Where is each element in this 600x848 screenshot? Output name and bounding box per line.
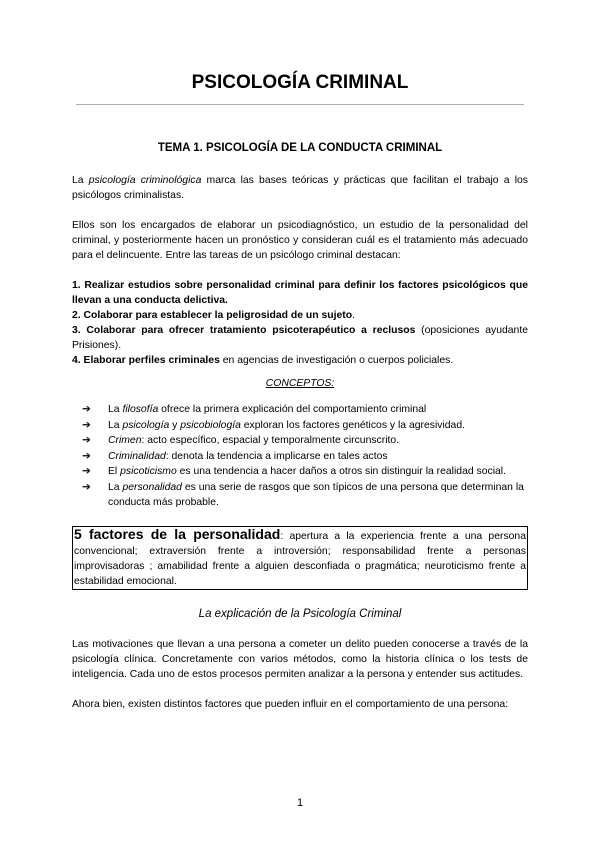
explicacion-title: La explicación de la Psicología Criminal [198,607,402,620]
concept-item-psicoticismo: ➔ El psicoticismo es una tendencia a hacer daños a otros sin distinguir la realidad social. [82,466,506,477]
conceptos-heading: CONCEPTOS: [265,378,335,389]
concept-item-filosofia: ➔ La filosofía ofrece la primera explicación del comportamiento criminal [82,404,427,415]
intro-paragraph-1: La psicología criminológica marca las bases teóricas y prácticas que facilitan el trabajo a los psicólogos criminalistas. [72,175,529,201]
arrow-right-icon: ➔ [82,404,91,415]
task-4: 4. Elaborar perfiles criminales en agencias de investigación o cuerpos policiales. [72,355,454,366]
arrow-right-icon: ➔ [82,419,91,431]
title-divider [76,104,524,105]
concept-item-personalidad: ➔ La personalidad es una serie de rasgos que son típicos de una persona que determinan la conducta más probable. [82,481,524,508]
intro-paragraph-2: Ellos son los encargados de elaborar un psicodiagnóstico, un estudio de la personalidad del criminal, y posteriormente hacen un pronóstico y consideran cuál es el tratamiento más adecuado para el delincuente. Entre las tareas de un psicólogo criminal destacan: [72,220,528,261]
section-title: TEMA 1. PSICOLOGÍA DE LA CONDUCTA CRIMINAL [157,142,443,154]
document-title: PSICOLOGÍA CRIMINAL [191,72,409,93]
concepts-list [72,402,528,510]
factors-text: : apertura a la experiencia frente a una persona convencional; extraversión frente a introversión; responsabilidad frente a personas improvisadoras ; amabilidad frente a alguien desconfiada o pragmática; neuroticismo frente a estabilidad emocional. [74,530,526,587]
task-2: 2. Colaborar para establecer la peligrosidad de un sujeto. [72,310,355,321]
arrow-right-icon: ➔ [82,435,91,446]
term-psicologia-criminologica: psicología criminológica [88,175,202,186]
task-1: 1. Realizar estudios sobre personalidad criminal para definir los factores psicológicos que llevan a una conducta delictiva. [72,280,528,306]
explicacion-paragraph-1: Las motivaciones que llevan a una persona a cometer un delito pueden conocerse a través de la psicología clínica. Concretamente con varios métodos, como la historia clínica o los tests de inteligencia. Cada uno de estos procesos permiten analizar a la persona y entender sus actitudes. [72,638,528,680]
concept-item-criminalidad: ➔ Criminalidad: denota la tendencia a implicarse en tales actos [82,450,388,462]
personality-factors-box [72,526,528,590]
arrow-right-icon: ➔ [82,450,91,462]
factors-lead: 5 factores de la personalidad [74,525,281,542]
task-3: 3. Colaborar para ofrecer tratamiento psicoterapéutico a reclusos (oposiciones ayudante Prisiones). [72,325,528,351]
arrow-right-icon: ➔ [82,466,91,477]
page-number: 1 [296,797,304,809]
arrow-right-icon: ➔ [82,481,91,493]
document-body [72,141,528,712]
tasks-list [72,278,528,368]
explicacion-paragraph-2: Ahora bien, existen distintos factores que pueden influir en el comportamiento de una persona: [72,698,509,710]
concept-item-crimen: ➔ Crimen: acto específico, espacial y temporalmente circunscrito. [82,435,400,446]
concept-item-psicologia: ➔ La psicología y psicobiología exploran los factores genéticos y la agresividad. [82,419,465,431]
